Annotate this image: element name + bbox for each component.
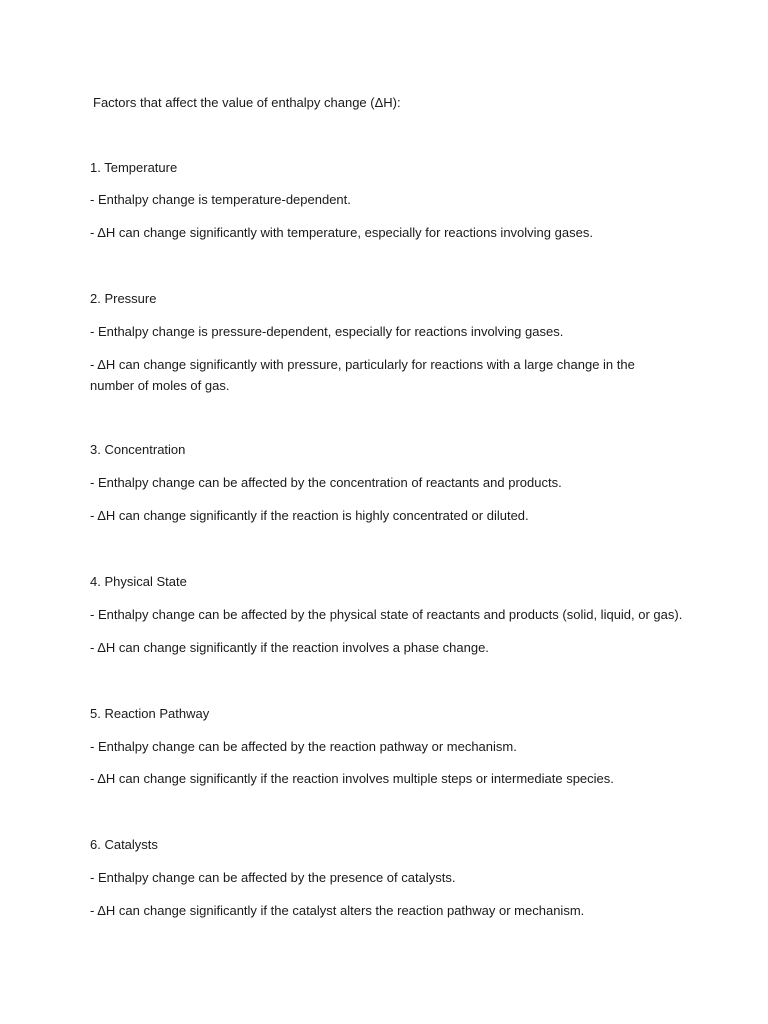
- bullet-point: - ΔH can change significantly if the reaction involves a phase change.: [90, 640, 489, 655]
- bullet-point: - Enthalpy change can be affected by the concentration of reactants and products.: [90, 475, 562, 490]
- section-heading-catalysts: 6. Catalysts: [90, 837, 158, 852]
- bullet-point: - Enthalpy change can be affected by the reaction pathway or mechanism.: [90, 739, 517, 754]
- bullet-point: - Enthalpy change can be affected by the physical state of reactants and products (solid, liquid, or gas).: [90, 607, 683, 622]
- bullet-point: - ΔH can change significantly if the catalyst alters the reaction pathway or mechanism.: [90, 903, 585, 918]
- section-heading-physical-state: 4. Physical State: [90, 574, 187, 589]
- bullet-point: - Enthalpy change is pressure-dependent, especially for reactions involving gases.: [90, 324, 564, 339]
- bullet-point: - ΔH can change significantly if the reaction involves multiple steps or intermediate species.: [90, 771, 614, 786]
- section-heading-reaction-pathway: 5. Reaction Pathway: [90, 706, 210, 721]
- document-title: Factors that affect the value of enthalpy change (ΔH):: [93, 95, 401, 110]
- bullet-point: - Enthalpy change is temperature-dependent.: [90, 192, 351, 207]
- bullet-point: - ΔH can change significantly with temperature, especially for reactions involving gases.: [90, 225, 593, 240]
- section-heading-temperature: 1. Temperature: [90, 160, 178, 175]
- section-heading-concentration: 3. Concentration: [90, 442, 186, 457]
- bullet-point: - ΔH can change significantly if the reaction is highly concentrated or diluted.: [90, 508, 529, 523]
- section-heading-pressure: 2. Pressure: [90, 291, 157, 306]
- bullet-point: - ΔH can change significantly with pressure, particularly for reactions with a large change in the number of moles of gas.: [90, 357, 635, 393]
- bullet-point: - Enthalpy change can be affected by the presence of catalysts.: [90, 870, 456, 885]
